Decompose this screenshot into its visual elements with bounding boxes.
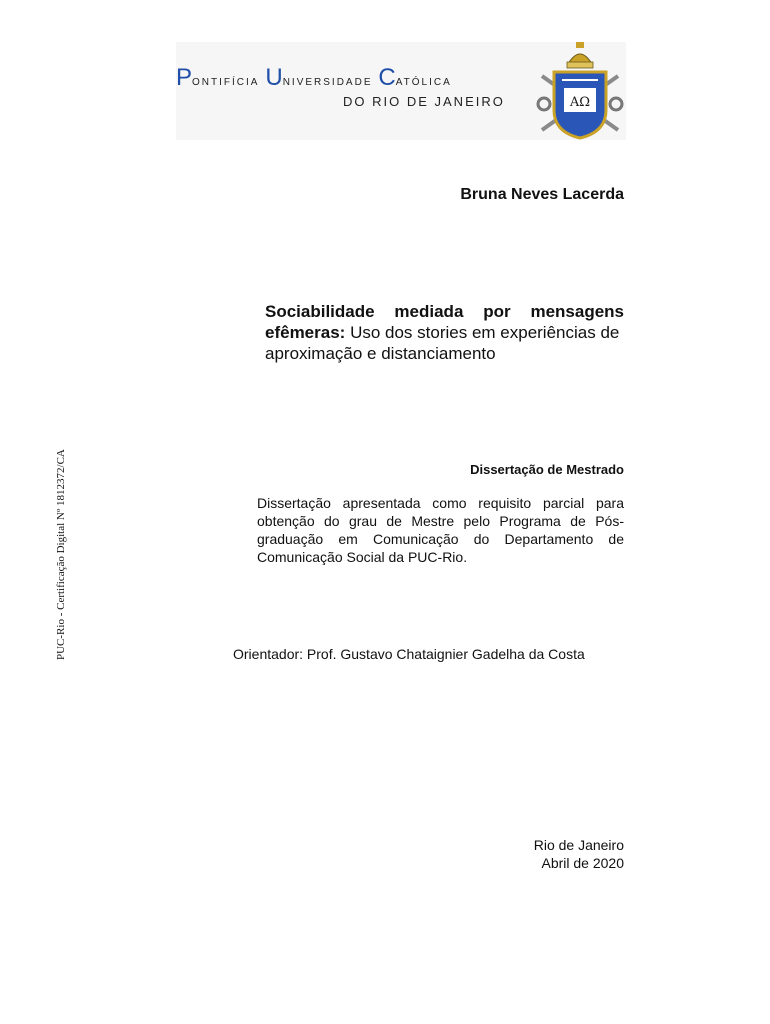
dissertation-description: Dissertação apresentada como requisito parcial para obtenção do grau de Mestre pelo Programa de Pós-graduação em Comunicação do Departamento de Comunicação Social da PUC-Rio.: [257, 495, 624, 565]
place-date: [534, 836, 624, 872]
place: Rio de Janeiro: [533, 837, 624, 853]
title-line-1: Sociabilidade mediada por mensagens: [265, 302, 624, 321]
initial-u: U: [265, 64, 283, 91]
date: Abril de 2020: [541, 855, 624, 871]
certification-stamp: PUC-Rio - Certificação Digital Nº 1812372/CA: [55, 449, 67, 660]
initial-c: C: [378, 64, 396, 91]
thesis-title: [265, 301, 624, 364]
university-crest-icon: [532, 40, 628, 140]
dissertation-heading: Dissertação de Mestrado: [470, 462, 624, 477]
word-catolica: atólica: [395, 72, 452, 88]
university-name: [176, 64, 452, 92]
title-subtitle: Uso dos stories em experiências de aproximação e distanciamento: [265, 323, 620, 363]
svg-text:ΑΩ: ΑΩ: [569, 95, 591, 110]
initial-p: P: [176, 64, 193, 91]
title-line-2-bold: efêmeras:: [265, 323, 346, 342]
university-city: DO RIO DE JANEIRO: [343, 94, 505, 109]
advisor: Orientador: Prof. Gustavo Chataignier Gadelha da Costa: [233, 646, 585, 662]
word-universidade: niversidade: [282, 72, 373, 88]
author-name: Bruna Neves Lacerda: [460, 186, 624, 203]
word-pontificia: ontifícia: [192, 72, 260, 88]
